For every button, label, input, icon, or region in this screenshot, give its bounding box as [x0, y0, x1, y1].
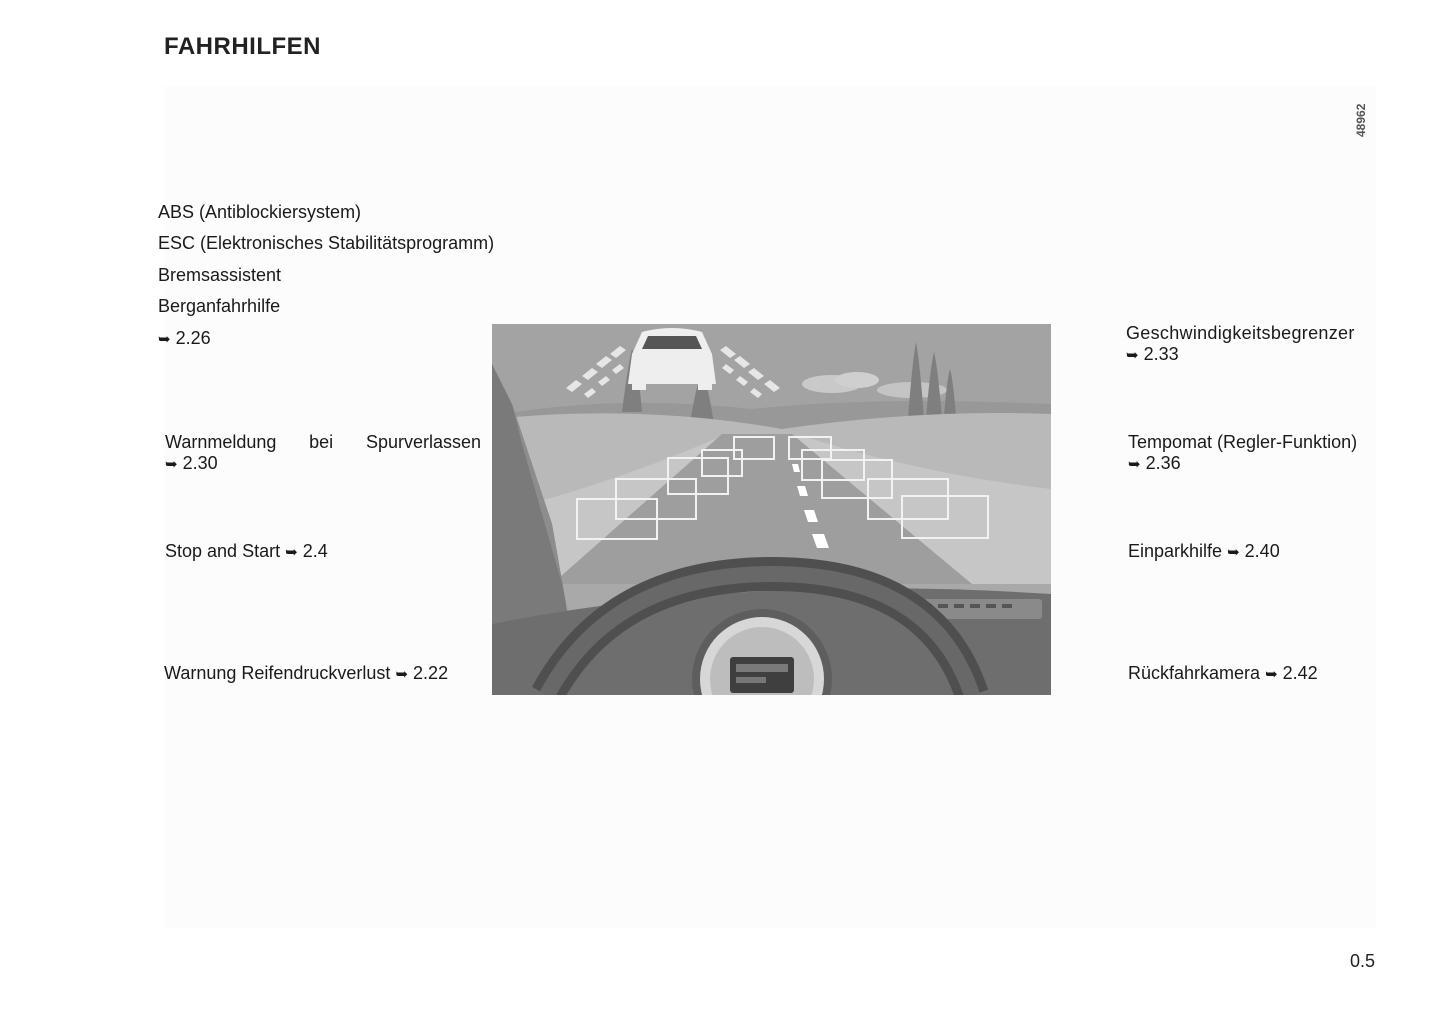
page-number: 0.5 — [1350, 951, 1376, 971]
car-ahead-icon — [628, 328, 716, 390]
driver-view-illustration — [492, 324, 1051, 695]
figure-reference-number: 48962 — [1354, 103, 1368, 137]
abs-label: ABS (Antiblockiersystem) — [158, 202, 362, 222]
speed-limiter-label: Geschwindigkeitsbegrenzer — [1126, 323, 1355, 343]
tyre-pressure-item — [164, 663, 448, 685]
parking-aid-page-ref[interactable]: ➥ 2.40 — [1227, 541, 1280, 561]
brake-assist-label: Bremsassistent — [158, 265, 282, 285]
page-arrow-icon: ➥ — [1126, 347, 1139, 364]
esc-label: ESC (Elektronisches Stabilitätsprogramm) — [158, 233, 495, 253]
tyre-pressure-page-ref[interactable]: ➥ 2.22 — [395, 663, 449, 683]
cruise-control-label: Tempomat (Regler-Funktion) — [1128, 432, 1358, 452]
abs-group-page-ref[interactable]: ➥ 2.26 — [158, 328, 211, 348]
speed-limiter-page-ref[interactable]: ➥ 2.33 — [1126, 344, 1179, 364]
stop-start-item — [165, 541, 328, 563]
speed-limiter-item — [1126, 323, 1355, 366]
page-arrow-icon: ➥ — [1227, 544, 1240, 561]
cruise-control-item — [1128, 432, 1357, 475]
page-arrow-icon: ➥ — [1265, 666, 1278, 683]
hill-start-label: Berganfahrhilfe — [158, 296, 281, 316]
page-arrow-icon: ➥ — [165, 456, 178, 473]
lane-warning-label: Warnmeldung bei Spurverlassen — [165, 432, 481, 452]
cruise-control-page-ref[interactable]: ➥ 2.36 — [1128, 453, 1181, 473]
reverse-camera-item — [1128, 663, 1318, 685]
page-arrow-icon: ➥ — [285, 544, 298, 561]
page-title: FAHRHILFEN — [164, 33, 321, 60]
stop-start-page-ref[interactable]: ➥ 2.4 — [285, 541, 328, 561]
reverse-camera-label: Rückfahrkamera — [1128, 663, 1261, 683]
page-arrow-icon: ➥ — [158, 331, 171, 348]
parking-aid-item — [1128, 541, 1280, 563]
page-arrow-icon: ➥ — [1128, 456, 1141, 473]
stop-start-label: Stop and Start — [165, 541, 281, 561]
parking-aid-label: Einparkhilfe — [1128, 541, 1223, 561]
reverse-camera-page-ref[interactable]: ➥ 2.42 — [1265, 663, 1318, 683]
page-arrow-icon: ➥ — [395, 666, 409, 683]
tyre-pressure-label: Warnung Reifendruckverlust — [164, 663, 391, 683]
lane-warning-item — [165, 432, 481, 475]
lane-warning-page-ref[interactable]: ➥ 2.30 — [165, 453, 218, 473]
